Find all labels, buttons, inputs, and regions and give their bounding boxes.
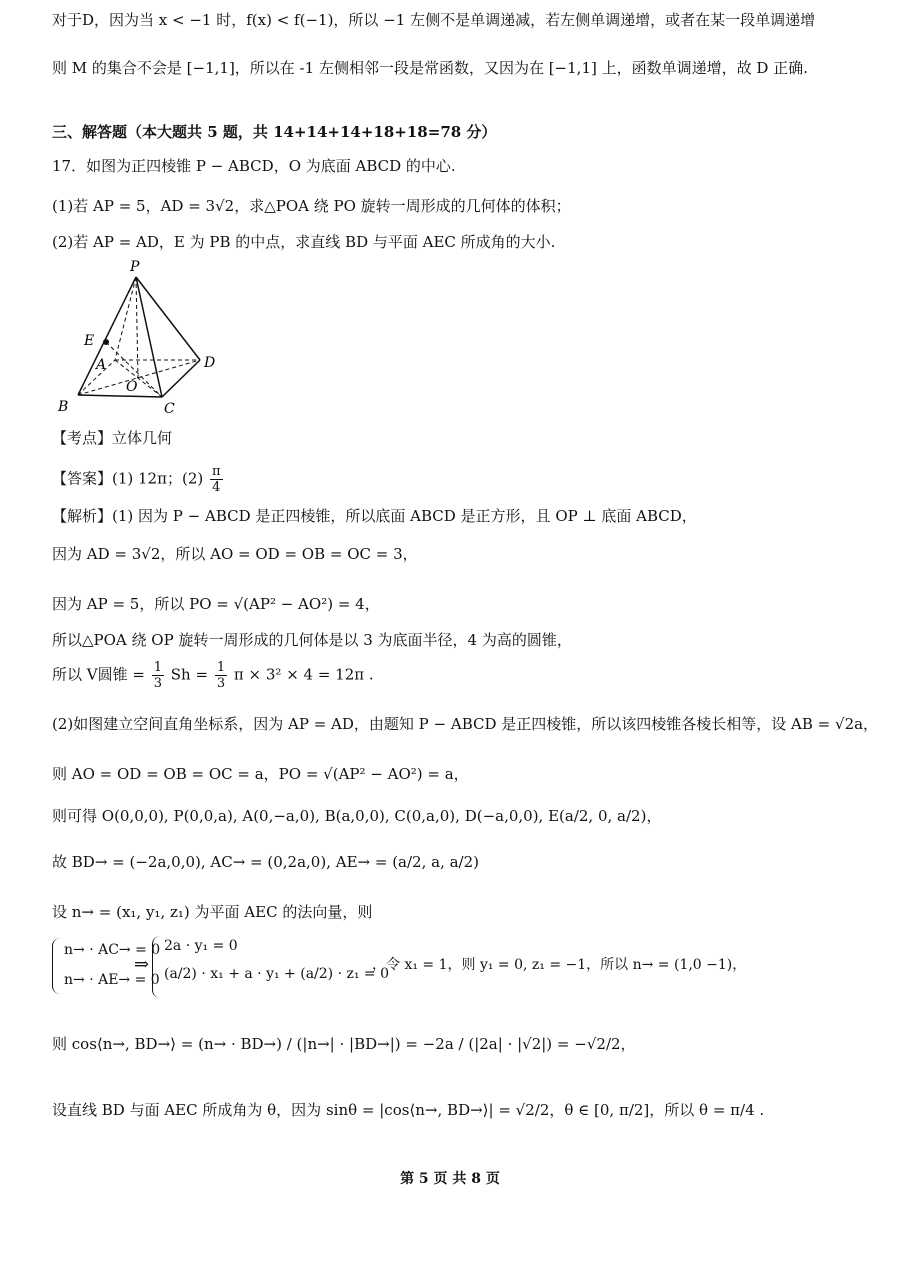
fraction-one-third (215, 660, 227, 691)
system-eq-2: n→ · AE→ = 0 (64, 972, 160, 988)
system-eq-3: 2a · y₁ = 0 (164, 938, 238, 954)
volume-line (52, 660, 870, 691)
label-e: E (84, 333, 95, 349)
label-o: O (126, 379, 138, 395)
denominator: 3 (153, 676, 162, 691)
volume-text-b: Sh = (170, 665, 209, 684)
pyramid-figure (50, 255, 230, 420)
label-c: C (164, 401, 175, 417)
answer-numerator: π (212, 464, 221, 479)
fraction-one-third (152, 660, 164, 691)
answer-line (52, 464, 870, 495)
section-heading: 三、解答题（本大题共 5 题，共 14+14+14+18+18=78 分） (52, 123, 497, 141)
numerator: 1 (153, 660, 162, 675)
left-brace (52, 938, 61, 994)
implies-arrow: ⇒ (134, 954, 150, 975)
cos-line: 则 cos⟨n→, BD→⟩ = (n→ · BD→) / (|n→| · |BD→|) = −2a / (|2a| · |√2|) = −√2/2， (52, 1035, 636, 1053)
label-p: P (130, 259, 140, 275)
part2-line: (2)如图建立空间直角坐标系，因为 AP = AD，由题知 P − ABCD 是正四棱锥，所以该四棱锥各棱长相等，设 AB = √2a， (52, 715, 879, 733)
final-line: 设直线 BD 与面 AEC 所成角为 θ，因为 sinθ = |cos⟨n→, BD→⟩| = √2/2，θ ∈ [0, π/2]，所以 θ = π/4 . (52, 1101, 765, 1119)
equation-system (52, 936, 872, 1008)
kaodian: 【考点】立体几何 (52, 429, 173, 447)
part2-line: 故 BD→ = (−2a,0,0), AC→ = (0,2a,0), AE→ = (a/2, a, a/2) (52, 853, 479, 871)
volume-text-a: 所以 V圆锥 = (52, 665, 145, 684)
part2-line: 设 n→ = (x₁, y₁, z₁) 为平面 AEC 的法向量，则 (52, 903, 373, 921)
right-brace (152, 936, 161, 998)
system-eq-1: n→ · AC→ = 0 (64, 942, 161, 958)
question-17: 17．如图为正四棱锥 P − ABCD，O 为底面 ABCD 的中心. (52, 157, 456, 175)
text-line: 则 M 的集合不会是 [−1,1]，所以在 -1 左侧相邻一段是常函数，又因为在 [−1,1] 上，函数单调递增，故 D 正确. (52, 59, 808, 77)
answer-fraction (210, 464, 223, 495)
question-17-part-2: (2)若 AP = AD，E 为 PB 的中点，求直线 BD 与平面 AEC 所成角的大小. (52, 233, 556, 251)
answer-prefix: 【答案】(1) 12π；(2) (52, 469, 204, 488)
label-b: B (58, 399, 69, 415)
part2-line: 则可得 O(0,0,0), P(0,0,a), A(0,−a,0), B(a,0,0), C(0,a,0), D(−a,0,0), E(a/2, 0, a/2)， (52, 807, 662, 825)
question-17-part-1: (1)若 AP = 5，AD = 3√2，求△POA 绕 PO 旋转一周形成的几何体的体积； (52, 197, 571, 215)
volume-text-c: π × 3² × 4 = 12π . (233, 665, 374, 684)
system-conclusion: ，令 x₁ = 1，则 y₁ = 0, z₁ = −1，所以 n→ = (1,0 −1)， (372, 957, 747, 973)
analysis-line: 所以△POA 绕 OP 旋转一周形成的几何体是以 3 为底面半径，4 为高的圆锥， (52, 631, 572, 649)
text-line: 对于D，因为当 x < −1 时，f(x) < f(−1)，所以 −1 左侧不是单调递减，若左侧单调递增，或者在某一段单调递增 (52, 11, 816, 29)
part2-line: 则 AO = OD = OB = OC = a，PO = √(AP² − AO²) = a， (52, 765, 469, 783)
system-eq-4: (a/2) · x₁ + a · y₁ + (a/2) · z₁ = 0 (164, 966, 390, 982)
label-d: D (204, 355, 216, 371)
analysis-line: 【解析】(1) 因为 P − ABCD 是正四棱锥，所以底面 ABCD 是正方形，且 OP ⊥ 底面 ABCD， (52, 507, 697, 525)
denominator: 3 (216, 676, 226, 691)
analysis-line: 因为 AP = 5，所以 PO = √(AP² − AO²) = 4， (52, 595, 380, 613)
page-footer: 第 5 页 共 8 页 (400, 1171, 500, 1187)
analysis-line: 因为 AD = 3√2，所以 AO = OD = OB = OC = 3， (52, 545, 418, 563)
numerator: 1 (216, 660, 226, 675)
answer-denominator: 4 (212, 480, 221, 495)
label-a: A (96, 357, 107, 373)
